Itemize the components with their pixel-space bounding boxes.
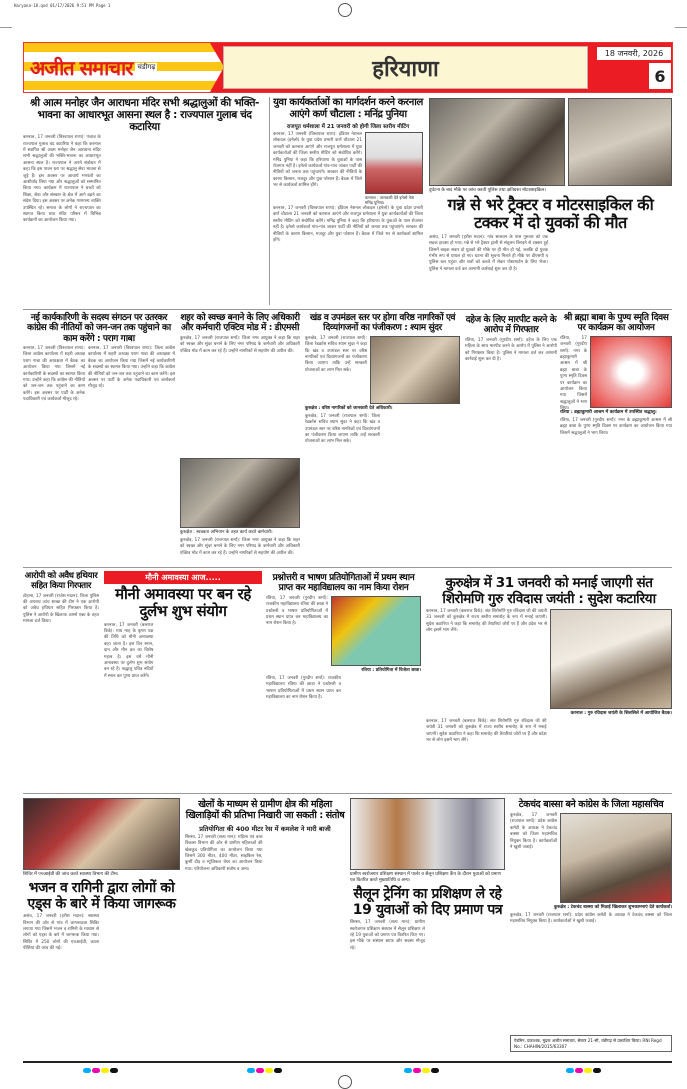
event-photo bbox=[590, 336, 672, 408]
article-body-continued: करनाल, 17 जनवरी (बलराज विर्क): संत शिरोमणि गुरु रविदास जी की जयंती 31 जनवरी को कुरुक्षेत्र में राज्य स्तरीय समारोह के रूप में मनाई जाएगी। सुदेश कटारिया ने कहा कि समारोह की तैयारियां जोरों पर हैं और प्रदेश भर से लोग इसमें भाग लेंगे। bbox=[426, 719, 547, 744]
photo-caption: करनाल : गुरु रविदास जयंती के सिलसिले में आयोजित बैठक। bbox=[570, 711, 672, 717]
article bbox=[273, 97, 423, 306]
article-headline: मौनी अमावस्या पर बन रहे दुर्लभ शुभ संयोग bbox=[115, 585, 251, 621]
issue-date: 18 जनवरी, 2026 bbox=[597, 47, 671, 60]
logo: अजीत समाचार bbox=[30, 56, 133, 80]
certificate-photo bbox=[350, 798, 505, 870]
section-divider bbox=[23, 567, 672, 568]
article-headline: दहेज के लिए मारपीट करने के आरोप में गिरफ्तार bbox=[465, 315, 557, 336]
photo-caption: करनाल : जानकारी देते इनेलो नेता मनिंद्र पुनिया। bbox=[365, 195, 415, 205]
article-body-continued: कुरुक्षेत्र, 17 जनवरी (राजपाल शर्मा): जिला रेडक्रॉस सचिव श्याम सुंदर ने कहा कि खंड व उपमंडल स्तर पर वरिष्ठ नागरिकों एवं दिव्यांगजनों का पंजीकरण किया जाएगा ताकि उन्हें सरकारी योजनाओं का लाभ मिल सके। bbox=[305, 413, 380, 445]
section-title: हरियाणा bbox=[223, 46, 588, 89]
color-bar bbox=[83, 1068, 118, 1073]
registration-mark-icon bbox=[338, 3, 352, 17]
article-body: करनाल, 17 जनवरी (विश्वपाल राणा): इंडियन नेशनल लोकदल (इनेलो) के युवा प्रदेश प्रभारी कर्ण चौटाला 21 जनवरी को करनाल आएंगे और राजपूत धर्मशाला में युवा कार्यकर्ताओं की जिला स्तरीय मीटिंग को संबोधित करेंगे। मनिंद्र पुनिया ने कहा कि हरियाणा के युवाओं के पास रोजगार नहीं है। इनेलो कार्यकर्ता गांव-गांव जाकर पार्टी की नीतियों को जनता तक पहुंचाएंगे। सरकार की नीतियों के कारण किसान, मजदूर और युवा परेशान हैं। बैठक में जिले भर से कार्यकर्ता शामिल होंगे। bbox=[273, 132, 362, 189]
registration-mark-icon bbox=[338, 1075, 352, 1089]
column-divider bbox=[269, 97, 270, 305]
article-headline: खेलों के माध्यम से ग्रामीण क्षेत्र की महिला खिलाड़ियों की प्रतिभा निखारी जा सकती : संतोष bbox=[185, 799, 345, 821]
article-body: कुरुक्षेत्र, 17 जनवरी (राजपाल शर्मा): जिला नगर आयुक्त ने कहा कि शहर को स्वच्छ और सुंदर बनाने के लिए नगर परिषद के कर्मचारी और अधिकारी एक्टिव मोड में काम कर रहे हैं। उन्होंने नागरिकों से सहयोग की अपील की। bbox=[180, 335, 300, 354]
article bbox=[429, 98, 672, 306]
article-headline: कुरुक्षेत्र में 31 जनवरी को मनाई जाएगी संत शिरोमणि गुरु रविदास जयंती : सुदेश कटारिया bbox=[442, 575, 656, 607]
color-bar bbox=[404, 1068, 439, 1073]
article-headline: युवा कार्यकर्ताओं का मार्गदर्शन करने करनाल आएंगे कर्ण चौटाला : मनिंद्र पुनिया bbox=[273, 97, 423, 120]
section-banner: मौनी अमावस्या आज..... bbox=[104, 571, 262, 584]
photo-caption: रतिया : प्रतियोगिता में विजेता छात्रा। bbox=[361, 667, 421, 673]
article-subhead: राजपूत धर्मशाला में 21 जनवरी को होगी जिला स्तरीय मीटिंग bbox=[286, 124, 410, 130]
article bbox=[185, 800, 345, 1048]
article-headline: भजन व रागिनी द्वारा लोगों को एड्स के बारे में किया जागरूक bbox=[27, 880, 176, 913]
photo-caption: कुरुक्षेत्र : वरिष्ठ नागरिकों को जानकारी देते अधिकारी। bbox=[305, 405, 393, 411]
article bbox=[266, 573, 421, 790]
portrait-photo bbox=[365, 132, 423, 194]
crop-mark bbox=[0, 27, 12, 28]
photo-caption: शिविर में एचआईवी की जांच करते स्वास्थ्य विभाग की टीम। bbox=[23, 872, 119, 877]
edition-city: चंडीगढ़ bbox=[137, 63, 156, 71]
accident-photo bbox=[429, 98, 565, 186]
article-body: करनाल, 17 जनवरी (बलराज विर्क): माघ माह के कृष्ण पक्ष की तिथि को मौनी अमावस्या कहा जाता है। इस दिन स्नान, दान और मौन व्रत का विशेष महत्व है। इस वर्ष मौनी अमावस्या पर दुर्लभ शुभ संयोग बन रहे हैं। श्रद्धालु पवित्र नदियों में स्नान कर पुण्य प्राप्त करेंगे। bbox=[104, 622, 154, 679]
photo-caption: ग्रामीण स्वरोजगार प्रशिक्षण संस्थान में पार्लर व सैलून प्रशिक्षण कैंप के दौरान युवाओं को प्रमाण पत्र वितरित करते मुख्यातिथि व अन्य। bbox=[350, 872, 501, 883]
logo-group bbox=[30, 43, 210, 92]
article bbox=[23, 572, 99, 790]
article-headline: टेकचंद बास्सा बने कांग्रेस के जिला महासचिव bbox=[518, 799, 664, 810]
article-headline: आरोपी को अवैध हथियार सहित किया गिरफ्तार bbox=[24, 571, 98, 591]
congress-photo bbox=[560, 813, 672, 903]
article-body-continued: रतिया, 17 जनवरी (गुरदीप शर्मा): नगर के ब्रह्माकुमारी आश्रम में श्री ब्रह्मा बाबा के पुण्य स्मृति दिवस पर कार्यक्रम का आयोजन किया गया जिसमें श्रद्धालुओं ने भाग लिया। bbox=[560, 417, 672, 436]
article-body-continued: कुरुक्षेत्र, 17 जनवरी (राजपाल शर्मा): जिला नगर आयुक्त ने कहा कि शहर को स्वच्छ और सुंदर बनाने के लिए नगर परिषद के कर्मचारी और अधिकारी एक्टिव मोड में काम कर रहे हैं। उन्होंने नागरिकों से सहयोग की अपील की। bbox=[180, 538, 300, 556]
article-body: कुरुक्षेत्र, 17 जनवरी (राजपाल शर्मा): जिला रेडक्रॉस सचिव श्याम सुंदर ने कहा कि खंड व उपमंडल स्तर पर वरिष्ठ नागरिकों एवं दिव्यांगजनों का पंजीकरण किया जाएगा ताकि उन्हें सरकारी योजनाओं का लाभ मिल सके। bbox=[305, 335, 367, 373]
article-subhead: प्रतियोगिता की 400 मीटर रेस में कमलेश ने मारी बाजी bbox=[199, 824, 331, 833]
article-body: सिरसा, 17 जनवरी (सत्य मान): महिला एवं बाल विकास विभाग की ओर से ग्रामीण महिलाओं की खेलकूद प्रतियोगिता का आयोजन किया गया जिसमें 300 मीटर, 400 मीटर, साइकिल रेस, कुर्सी दौड़ व म्यूजिकल चेयर का आयोजन किया गया। परियोजना अधिकारी संतोष व अन्य। bbox=[185, 834, 263, 872]
cleanliness-photo bbox=[180, 458, 300, 528]
article-body: करनाल, 17 जनवरी (विश्वपाल राणा): जिला कांग्रेस कार्यालय में शहरी अध्यक्ष पराग गाबा की अध्यक्षता में बैठक का आयोजन किया गया जिसमें नई कार्यकारिणी के सदस्यों का स्वागत किया गया। उन्होंने कहा कि कांग्रेस की नीतियों को जन-जन तक पहुंचाने का काम करेंगे। इस अवसर पर पार्टी के अनेक पदाधिकारी एवं कार्यकर्ता मौजूद रहे। bbox=[23, 346, 85, 403]
photo-caption: दुर्घटना के बाद मौके पर जांच करती पुलिस तथा क्षतिग्रस्त मोटरसाइकिल। bbox=[429, 188, 546, 193]
photo-caption: रतिया : ब्रह्माकुमारी आश्रम में कार्यक्रम में उपस्थित श्रद्धालु। bbox=[560, 409, 657, 415]
page-number: 6 bbox=[649, 63, 671, 89]
article-body-continued: रतिया, 17 जनवरी (गुरदीप शर्मा): राजकीय महाविद्यालय रतिया की छात्रा ने प्रश्नोत्तरी व भाषण प्रतियोगिताओं में प्रथम स्थान प्राप्त कर महाविद्यालय का नाम रोशन किया है। bbox=[266, 675, 341, 700]
article-headline: सैलून ट्रेनिंग का प्रशिक्षण ले रहे 19 युवाओं को दिए प्रमाण पत्र bbox=[352, 886, 503, 919]
article-body-continued: करनाल, 17 जनवरी (विश्वपाल राणा): इंडियन नेशनल लोकदल (इनेलो) के युवा प्रदेश प्रभारी कर्ण चौटाला 21 जनवरी को करनाल आएंगे और राजपूत धर्मशाला में युवा कार्यकर्ताओं की जिला स्तरीय मीटिंग को संबोधित करेंगे। मनिंद्र पुनिया ने कहा कि हरियाणा के युवाओं के पास रोजगार नहीं है। इनेलो कार्यकर्ता गांव-गांव जाकर पार्टी की नीतियों को जनता तक पहुंचाएंगे। सरकार की नीतियों के कारण किसान, मजदूर और युवा परेशान हैं। बैठक में जिले भर से कार्यकर्ता शामिल होंगे। bbox=[273, 206, 423, 244]
article bbox=[350, 798, 505, 1048]
color-bar bbox=[247, 1068, 282, 1073]
section-divider bbox=[23, 309, 672, 310]
health-camp-photo bbox=[23, 798, 180, 870]
article-headline: श्री ब्रह्मा बाबा के पुण्य स्मृति दिवस पर कार्यक्रम का आयोजन bbox=[563, 313, 669, 334]
article-body: सिरसा, 17 जनवरी (सत्य मान): ग्रामीण स्वरोजगार प्रशिक्षण संस्थान में सैलून प्रशिक्षण ले रहे 19 युवाओं को प्रमाण पत्र वितरित किए गए। इस मौके पर संस्थान स्टाफ और सदस्य मौजूद रहे। bbox=[350, 920, 425, 951]
accident-photo-2 bbox=[568, 98, 672, 186]
article-headline: श्री आत्म मनोहर जैन आराधना मंदिर सभी श्रद्धालुओं की भक्ति-भावना का आधारभूत आसना स्थल है : राज्यपाल गुलाब चंद कटारिया bbox=[30, 97, 259, 134]
article-body: करनाल, 17 जनवरी (बलराज विर्क): संत शिरोमणि गुरु रविदास जी की जयंती 31 जनवरी को कुरुक्षेत्र में राज्य स्तरीय समारोह के रूप में मनाई जाएगी। सुदेश कटारिया ने कहा कि समारोह की तैयारियां जोरों पर हैं और प्रदेश भर से लोग इसमें भाग लेंगे। bbox=[426, 609, 547, 634]
article-body: टोहाना, 17 जनवरी (राजेश मदान): जिला पुलिस की अपराध जांच शाखा की टीम ने एक आरोपी को अवैध हथियार सहित गिरफ्तार किया है। पुलिस ने आरोपी के खिलाफ आर्म्स एक्ट के तहत मामला दर्ज किया। bbox=[23, 593, 99, 625]
article bbox=[23, 313, 175, 564]
article-headline: प्रश्नोत्तरी व भाषण प्रतियोगिताओं में प्रथम स्थान प्राप्त कर महाविद्यालय का नाम किया रोशन bbox=[272, 573, 415, 594]
article-headline: खंड व उपमंडल स्तर पर होगा वरिष्ठ नागरिकों एवं दिव्यांगजनों का पंजीकरण : श्याम सुंदर bbox=[309, 313, 456, 334]
article-headline: नई कार्यकारिणी के सदस्य संगठन पर उतरकर कांग्रेस की नीतियों को जन-जन तक पहुंचाने का काम करेंगे : पराग गाबा bbox=[27, 313, 171, 344]
article-body: रतिया, 17 जनवरी (गुरदीप शर्मा): नगर के ब्रह्माकुमारी आश्रम में श्री ब्रह्मा बाबा के पुण्य स्मृति दिवस पर कार्यक्रम का आयोजन किया गया जिसमें श्रद्धालुओं ने भाग लिया। bbox=[560, 335, 587, 412]
footer-rule bbox=[23, 1061, 672, 1063]
color-bar bbox=[566, 1068, 601, 1073]
article bbox=[510, 800, 672, 1052]
photo-caption: कुरुक्षेत्र : स्वच्छता अभियान के तहत कार्य करते कर्मचारी। bbox=[180, 530, 273, 535]
article-body: असंध, 17 जनवरी (हरीश मदान): स्वास्थ्य विभाग की ओर से गांव में जागरूकता शिविर लगाया गया जिसमें भजन व रागिनी के माध्यम से लोगों को एड्स के बारे में जागरूक किया गया। शिविर में 250 लोगों की एचआईवी, काला पीलिया की जांच की गई। bbox=[23, 914, 99, 952]
article bbox=[465, 315, 557, 564]
article bbox=[23, 97, 266, 306]
masthead bbox=[23, 42, 673, 93]
article-body: रतिया, 17 जनवरी (गुरदीप शर्मा): दहेज के लिए एक महिला के साथ मारपीट करने के आरोप में पुलिस ने आरोपी को गिरफ्तार किया है। पुलिस ने मामला दर्ज कर आगामी कार्रवाई शुरू कर दी है। bbox=[465, 337, 557, 362]
photo-caption: कुरुक्षेत्र : टेकचंद बास्सा को मिठाई खिलाकर शुभकामनाएं देते कार्यकर्ता। bbox=[553, 904, 672, 910]
article bbox=[426, 576, 672, 790]
article-headline: शहर को स्वच्छ बनाने के लिए अधिकारी और कर्मचारी एक्टिव मोड में : डीएमसी bbox=[180, 313, 300, 334]
article bbox=[305, 313, 460, 564]
article bbox=[560, 313, 672, 564]
article-body: असंध, 17 जनवरी (हरीश मदान): गांव सालवन के पास गुरुवार को एक सड़क हादसा हो गया। गन्ने से भरे ट्रैक्टर ट्राली से संतुलन बिगड़ने से टक्कर हुई जिसमें बाइक सवार दो युवकों की मौके पर ही मौत हो गई, जबकि दो युवक गंभीर रूप से घायल हो गए। घटना की सूचना मिलते ही मौके पर डीएसपी व पुलिस बल पहुंचा और शवों को कब्जे में लेकर पोस्टमार्टम के लिए भेजा। पुलिस ने मामला दर्ज कर आगामी कार्रवाई शुरू कर दी है। bbox=[429, 234, 548, 272]
registration-photo bbox=[370, 336, 460, 404]
article-body-continued: कुरुक्षेत्र, 17 जनवरी (राजपाल शर्मा): प्रदेश कांग्रेस कमेटी के अध्यक्ष ने टेकचंद बास्सा को जिला महासचिव नियुक्त किया है। कार्यकर्ताओं ने खुशी जताई। bbox=[510, 912, 672, 925]
print-slug: Haryana-18.qxd 01/17/2026 9:51 PM Page 1 bbox=[14, 3, 111, 8]
article-body: करनाल, 17 जनवरी (विश्वपाल राणा): पंजाब के राज्यपाल गुलाब चंद कटारिया ने कहा कि करनाल में स्थापित श्री आत्म मनोहर जैन आराधना मंदिर सभी श्रद्धालुओं की भक्ति-भावना का आधारभूत आसना स्थल है। राज्यपाल ने अपने संबोधन में कहा कि इस पावन धरा पर श्रद्धालु सेवा भावना से जुड़े हैं। इस अवसर पर आचार्य भगवंतों का आशीर्वाद लिया गया और श्रद्धालुओं को सम्मानित किया गया। कार्यक्रम में राज्यपाल ने बच्चों को शिक्षा, सेवा और संस्कार के क्षेत्र में आगे बढ़ने का संदेश दिया। इस अवसर पर अनेक गणमान्य व्यक्ति उपस्थित रहे। समाज के लोगों ने राज्यपाल का स्वागत किया तथा मंदिर परिसर में विभिन्न कार्यक्रमों का आयोजन किया गया। bbox=[23, 135, 101, 224]
meeting-photo bbox=[550, 609, 672, 709]
article bbox=[23, 798, 180, 1048]
article-body-continued: करनाल, 17 जनवरी (विश्वपाल राणा): जिला कांग्रेस कार्यालय में शहरी अध्यक्ष पराग गाबा की अध्यक्षता में बैठक का आयोजन किया गया जिसमें नई कार्यकारिणी के सदस्यों का स्वागत किया गया। उन्होंने कहा कि कांग्रेस की नीतियों को जन-जन तक पहुंचाने का काम करेंगे। इस अवसर पर पार्टी के अनेक पदाधिकारी एवं कार्यकर्ता मौजूद रहे। bbox=[88, 346, 175, 390]
section-divider bbox=[23, 793, 672, 794]
student-photo bbox=[331, 596, 421, 666]
article-body: रतिया, 17 जनवरी (गुरदीप शर्मा): राजकीय महाविद्यालय रतिया की छात्रा ने प्रश्नोत्तरी व भाषण प्रतियोगिताओं में प्रथम स्थान प्राप्त कर महाविद्यालय का नाम रोशन किया है। bbox=[266, 595, 328, 627]
article bbox=[104, 571, 262, 790]
crop-mark bbox=[675, 27, 687, 28]
article-headline: गन्ने से भरे ट्रैक्टर व मोटरसाइकिल की टक्कर में दो युवकों की मौत bbox=[447, 195, 654, 233]
article-body: कुरुक्षेत्र, 17 जनवरी (राजपाल शर्मा): प्रदेश कांग्रेस कमेटी के अध्यक्ष ने टेकचंद बास्सा को जिला महासचिव नियुक्त किया है। कार्यकर्ताओं ने खुशी जताई। bbox=[510, 812, 557, 850]
imprint-box: ऐडमिन, प्रकाशक, मुद्रक अजीत समाचार, सेक्टर 21-सी, चंडीगढ़ से प्रकाशित किया। RNI Regd No.: CHAHIN/2015/63307 bbox=[510, 1035, 672, 1052]
article bbox=[180, 313, 300, 564]
